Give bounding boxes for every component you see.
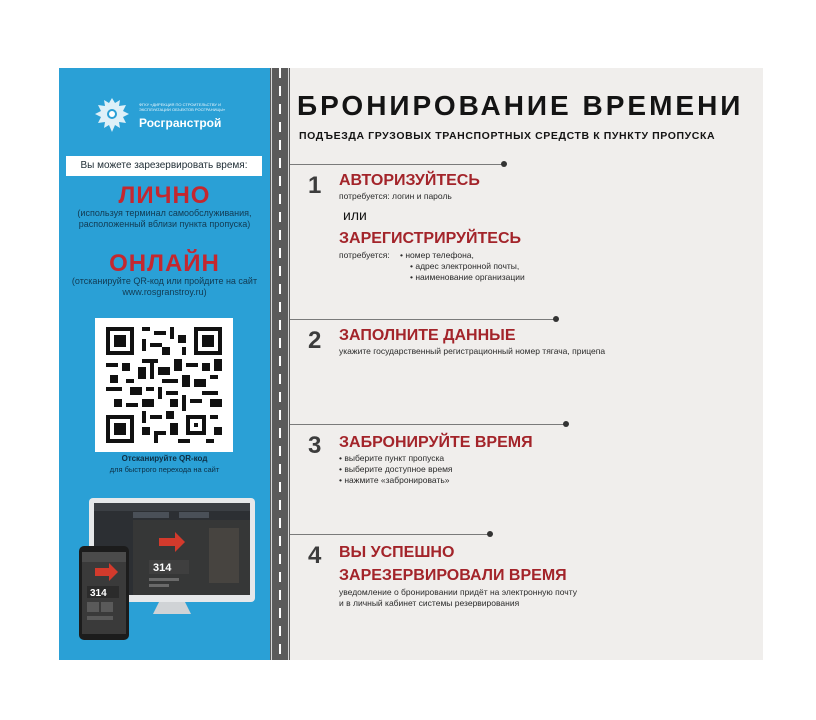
page-title: БРОНИРОВАНИЕ ВРЕМЕНИ: [297, 90, 744, 121]
list-item: • наименование организации: [410, 272, 525, 282]
emblem-icon: [93, 94, 131, 136]
step-3: [290, 424, 763, 504]
online-title: ОНЛАЙН: [109, 250, 220, 277]
reserve-prompt: Вы можете зарезервировать время:: [66, 156, 262, 176]
step-heading-2: ЗАРЕЗЕРВИРОВАЛИ ВРЕМЯ: [339, 567, 567, 584]
step-desc-2: потребуется:: [339, 250, 390, 260]
step-heading: ЗАБРОНИРУЙТЕ ВРЕМЯ: [339, 434, 533, 451]
step-desc: уведомление о бронировании придёт на электронную почту: [339, 587, 577, 597]
step-desc-2: и в личный кабинет системы резервирования: [339, 598, 520, 608]
step-number: 2: [308, 327, 322, 354]
monitor-number: 314: [153, 562, 172, 574]
org-name: Росгранстрой: [139, 116, 222, 130]
step-1: [290, 164, 763, 282]
step-heading: АВТОРИЗУЙТЕСЬ: [339, 172, 480, 189]
step-2: [290, 319, 763, 369]
left-panel: [59, 68, 270, 660]
qr-caption: Отсканируйте QR-код: [121, 454, 208, 463]
phone-icon: [79, 546, 129, 640]
qr-code[interactable]: [95, 318, 233, 452]
step-4: [290, 534, 763, 634]
step-heading-2: ЗАРЕГИСТРИРУЙТЕСЬ: [339, 230, 522, 247]
qr-code-icon: [106, 327, 222, 443]
online-note: (отсканируйте QR-код или пройдите на сайт www.rosgranstroy.ru): [71, 276, 258, 297]
list-item: • выберите доступное время: [339, 464, 453, 474]
page-subtitle: ПОДЪЕЗДА ГРУЗОВЫХ ТРАНСПОРТНЫХ СРЕДСТВ К ПУНКТУ ПРОПУСКА: [299, 130, 716, 142]
step-number: 4: [308, 542, 322, 569]
road-divider: [270, 68, 290, 660]
step-number: 1: [308, 172, 322, 199]
qr-subcaption: для быстрого перехода на сайт: [109, 465, 220, 474]
phone-number: 314: [90, 588, 107, 599]
org-full-name: ФГКУ «ДИРЕКЦИЯ ПО СТРОИТЕЛЬСТВУ И ЭКСПЛУАТАЦИИ ОБЪЕКТОВ РОСГРАНИЦЫ»: [139, 102, 226, 112]
step-desc: укажите государственный регистрационный номер тягача, прицепа: [339, 346, 606, 356]
list-item: • нажмите «забронировать»: [339, 475, 450, 485]
personal-note: (используя терминал самообслуживания, расположенный вблизи пункта пропуска): [77, 208, 252, 229]
step-number: 3: [308, 432, 322, 459]
list-item: • адрес электронной почты,: [410, 261, 520, 271]
poster: [59, 68, 763, 660]
list-item: • выберите пункт пропуска: [339, 453, 445, 463]
step-or: или: [343, 207, 367, 223]
step-heading: ВЫ УСПЕШНО: [339, 544, 455, 561]
step-desc: потребуется: логин и пароль: [339, 191, 452, 201]
personal-title: ЛИЧНО: [118, 182, 211, 209]
step-heading: ЗАПОЛНИТЕ ДАННЫЕ: [339, 327, 516, 344]
list-item: • номер телефона,: [400, 250, 474, 260]
